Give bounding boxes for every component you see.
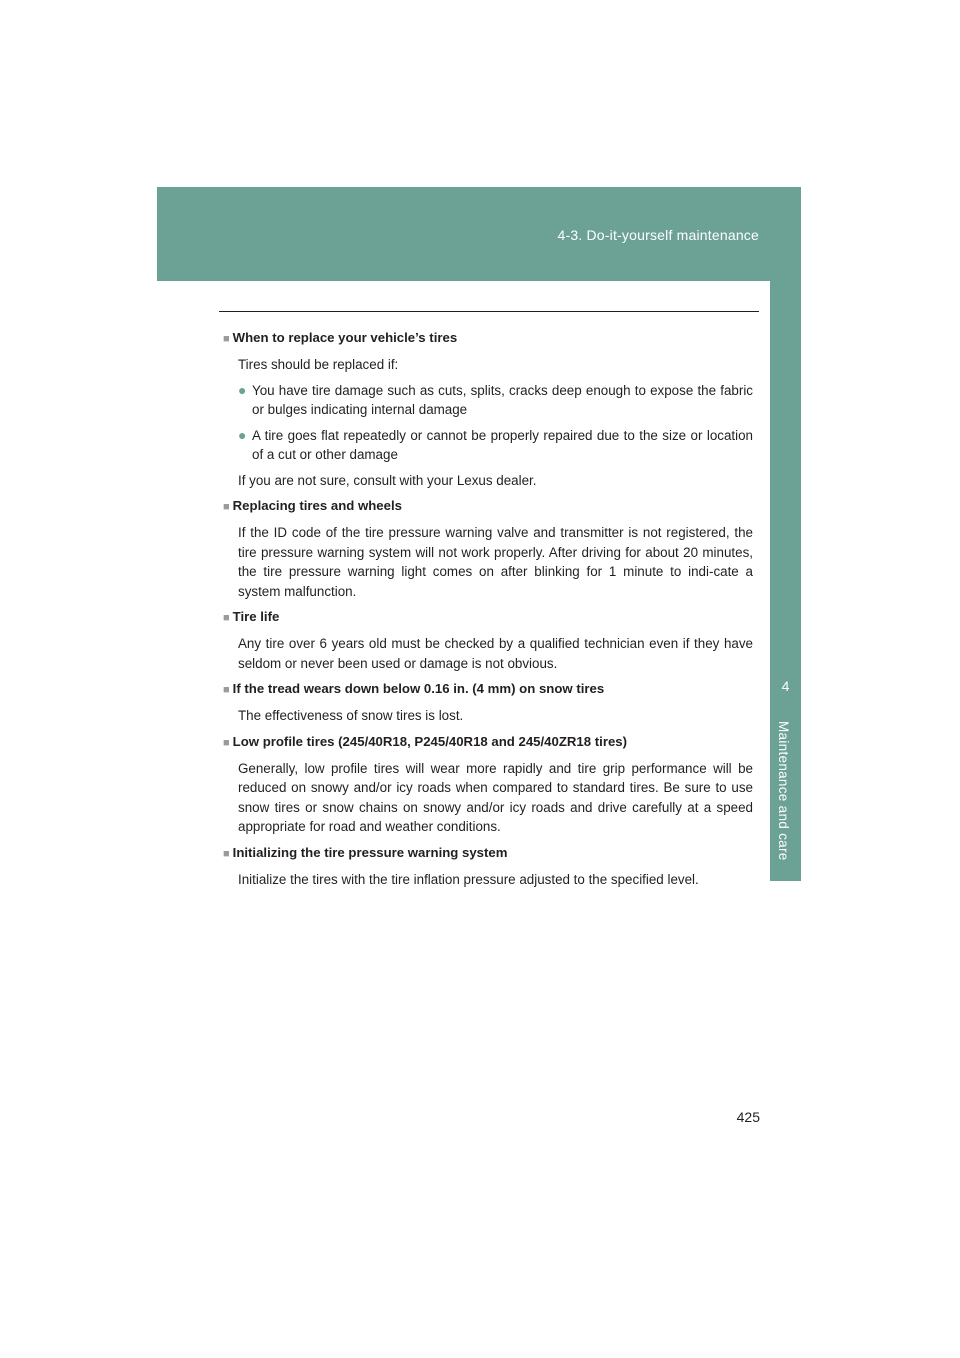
paragraph: Tires should be replaced if:: [238, 357, 399, 372]
paragraph: If you are not sure, consult with your Lexus dealer.: [238, 472, 537, 488]
square-bullet-icon: ■: [223, 501, 230, 513]
paragraph: Generally, low profile tires will wear more rapidly and tire grip performance will be reduced on snowy and/or icy roads when compared to standard tires. Be sure to use snow tires or snow chains on snowy and/or icy roads and drive carefully at a speed appropriate for road and weather conditions.: [238, 760, 753, 834]
section-heading: ■ Initializing the tire pressure warning system: [223, 844, 508, 860]
list-item: [238, 381, 753, 420]
section-heading: ■ If the tread wears down below 0.16 in. (4 mm) on snow tires: [223, 681, 605, 696]
section-snow-tires: [223, 679, 753, 726]
square-bullet-icon: ■: [223, 333, 230, 345]
paragraph: The effectiveness of snow tires is lost.: [238, 708, 464, 723]
section-heading: ■ Replacing tires and wheels: [223, 498, 402, 513]
circle-bullet-icon: ●: [238, 426, 247, 443]
section-title: 4-3. Do-it-yourself maintenance: [557, 227, 759, 243]
paragraph: Any tire over 6 years old must be checked by a qualified technician even if they have seldom or never been used or damage is not obvious.: [238, 636, 753, 671]
circle-bullet-icon: ●: [238, 381, 247, 398]
chapter-label: Maintenance and care: [776, 721, 791, 861]
paragraph: Initialize the tires with the tire inflation pressure adjusted to the specified level.: [238, 871, 699, 887]
paragraph: If the ID code of the tire pressure warning valve and transmitter is not registered, the tire pressure warning system will not work properly. After driving for about 20 minutes, the tire pressure warning light comes on after blinking for 1 minute to indi-cate a system malfunction.: [238, 525, 753, 599]
chapter-number: 4: [781, 678, 790, 694]
square-bullet-icon: ■: [223, 847, 230, 860]
section-replacing-tires: [223, 496, 753, 601]
section-heading: ■ Low profile tires (245/40R18, P245/40R18 and 245/40ZR18 tires): [223, 733, 628, 749]
page-content: [223, 328, 753, 895]
chapter-header-band: [157, 187, 801, 281]
top-rule: [219, 311, 759, 312]
square-bullet-icon: ■: [223, 736, 230, 749]
list-item-text: You have tire damage such as cuts, splits, cracks deep enough to expose the fabric or bulges indicating internal damage: [252, 382, 753, 417]
section-when-to-replace: [223, 328, 753, 490]
section-initializing: [223, 843, 753, 890]
section-heading: ■ When to replace your vehicle’s tires: [223, 330, 458, 345]
section-tire-life: [223, 607, 753, 673]
square-bullet-icon: ■: [223, 684, 230, 696]
list-item-text: A tire goes flat repeatedly or cannot be properly repaired due to the size or location of a cut or other damage: [252, 427, 753, 462]
list-item: [238, 426, 753, 465]
square-bullet-icon: ■: [223, 612, 230, 624]
section-heading: ■ Tire life: [223, 609, 280, 624]
chapter-side-tab: [770, 281, 801, 881]
page-number: 425: [736, 1109, 760, 1125]
section-low-profile-tires: [223, 732, 753, 837]
